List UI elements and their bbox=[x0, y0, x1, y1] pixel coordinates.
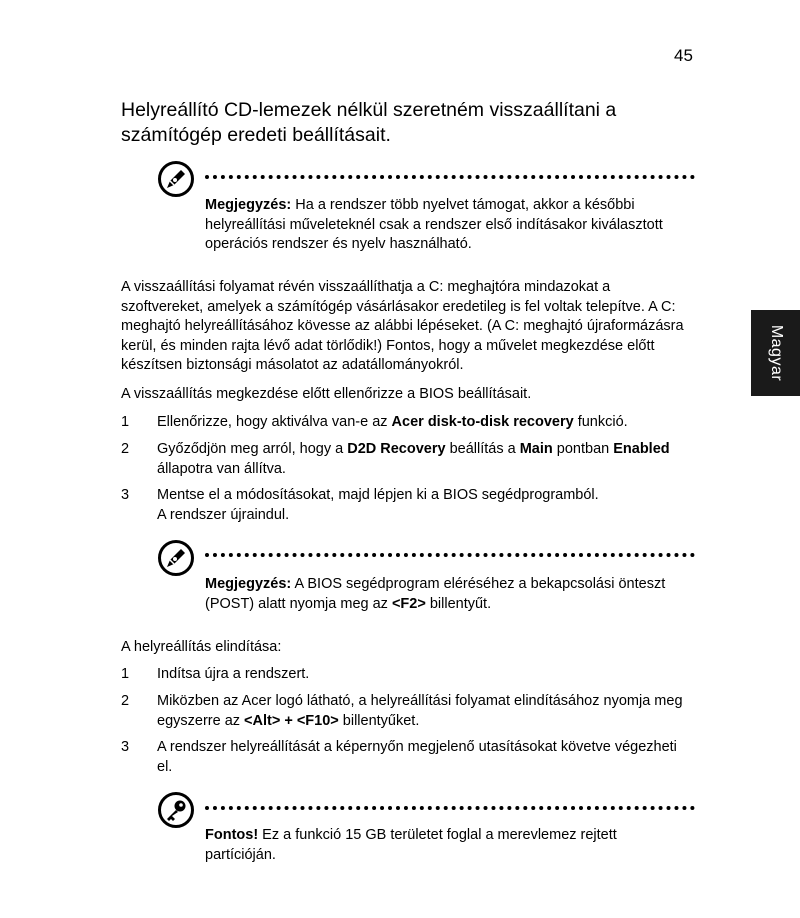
note-divider bbox=[205, 553, 695, 557]
note-text: Megjegyzés: A BIOS segédprogram eléréséhez a bekapcsolási önteszt (POST) alatt nyomja meg az <F2> billentyűt. bbox=[205, 576, 666, 612]
recovery-intro: A helyreállítás elindítása: bbox=[121, 639, 282, 655]
step-text: Indítsa újra a rendszert. bbox=[157, 666, 310, 682]
note-text bbox=[205, 196, 685, 255]
step-number: 2 bbox=[121, 441, 130, 457]
page-heading: Helyreállító CD-lemezek nélkül szeretném visszaállítani a számítógép eredeti beállításait. bbox=[121, 99, 617, 146]
step-text: Győződjön meg arról, hogy a D2D Recovery beállítás a Main pontban Enabled állapotra van állítva. bbox=[157, 441, 670, 477]
step-text: A rendszer helyreállítását a képernyőn megjelenő utasításokat követve végezheti el. bbox=[157, 739, 677, 775]
page-number: 45 bbox=[674, 46, 693, 65]
important-text: Fontos! Ez a funkció 15 GB területet foglal a merevlemez rejtett partícióján. bbox=[205, 827, 617, 863]
step-number: 1 bbox=[121, 414, 130, 430]
note-label: Megjegyzés: bbox=[205, 576, 292, 592]
step-number: 3 bbox=[121, 739, 130, 755]
language-side-tab bbox=[751, 310, 800, 396]
step-number: 3 bbox=[121, 487, 130, 503]
note-label: Megjegyzés: bbox=[205, 197, 292, 213]
note-divider bbox=[205, 175, 695, 179]
important-key-icon bbox=[157, 791, 195, 829]
note-pen-icon bbox=[157, 539, 195, 577]
step-text: Ellenőrizze, hogy aktiválva van-e az Acer disk-to-disk recovery funkció. bbox=[157, 414, 628, 430]
step-number: 1 bbox=[121, 666, 130, 682]
bios-intro: A visszaállítás megkezdése előtt ellenőrizze a BIOS beállításait. bbox=[121, 386, 532, 402]
step-text: Mentse el a módosításokat, majd lépjen ki a BIOS segédprogramból. A rendszer újraindul. bbox=[157, 487, 599, 523]
language-side-tab-label: Magyar bbox=[767, 324, 785, 382]
note-pen-icon bbox=[157, 160, 195, 198]
note-body: Ha a rendszer több nyelvet támogat, akkor a későbbi helyreállítási műveleteknél csak a rendszer első indításakor kiválasztott operációs rendszer és nyelv használható. bbox=[205, 197, 663, 252]
intro-paragraph: A visszaállítási folyamat révén visszaállíthatja a C: meghajtóra mindazokat a szoftvereket, amelyek a számítógép vásárlásakor eredetileg is fel voltak telepítve. A C: meghajtó helyreállításához kövesse az alábbi lépéseket. (A C: meghajtó újraformázásra kerül, és minden rajta lévő adat törlődik!) Fontos, hogy a művelet megkezdése előtt készítsen biztonsági másolatot az adatállományokról. bbox=[121, 279, 684, 373]
step-number: 2 bbox=[121, 693, 130, 709]
important-label: Fontos! bbox=[205, 827, 259, 843]
important-divider bbox=[205, 806, 695, 810]
step-text: Miközben az Acer logó látható, a helyreállítási folyamat elindításához nyomja meg egyszerre az <Alt> + <F10> billentyűket. bbox=[157, 693, 683, 729]
key-f2: <F2> bbox=[391, 595, 426, 612]
